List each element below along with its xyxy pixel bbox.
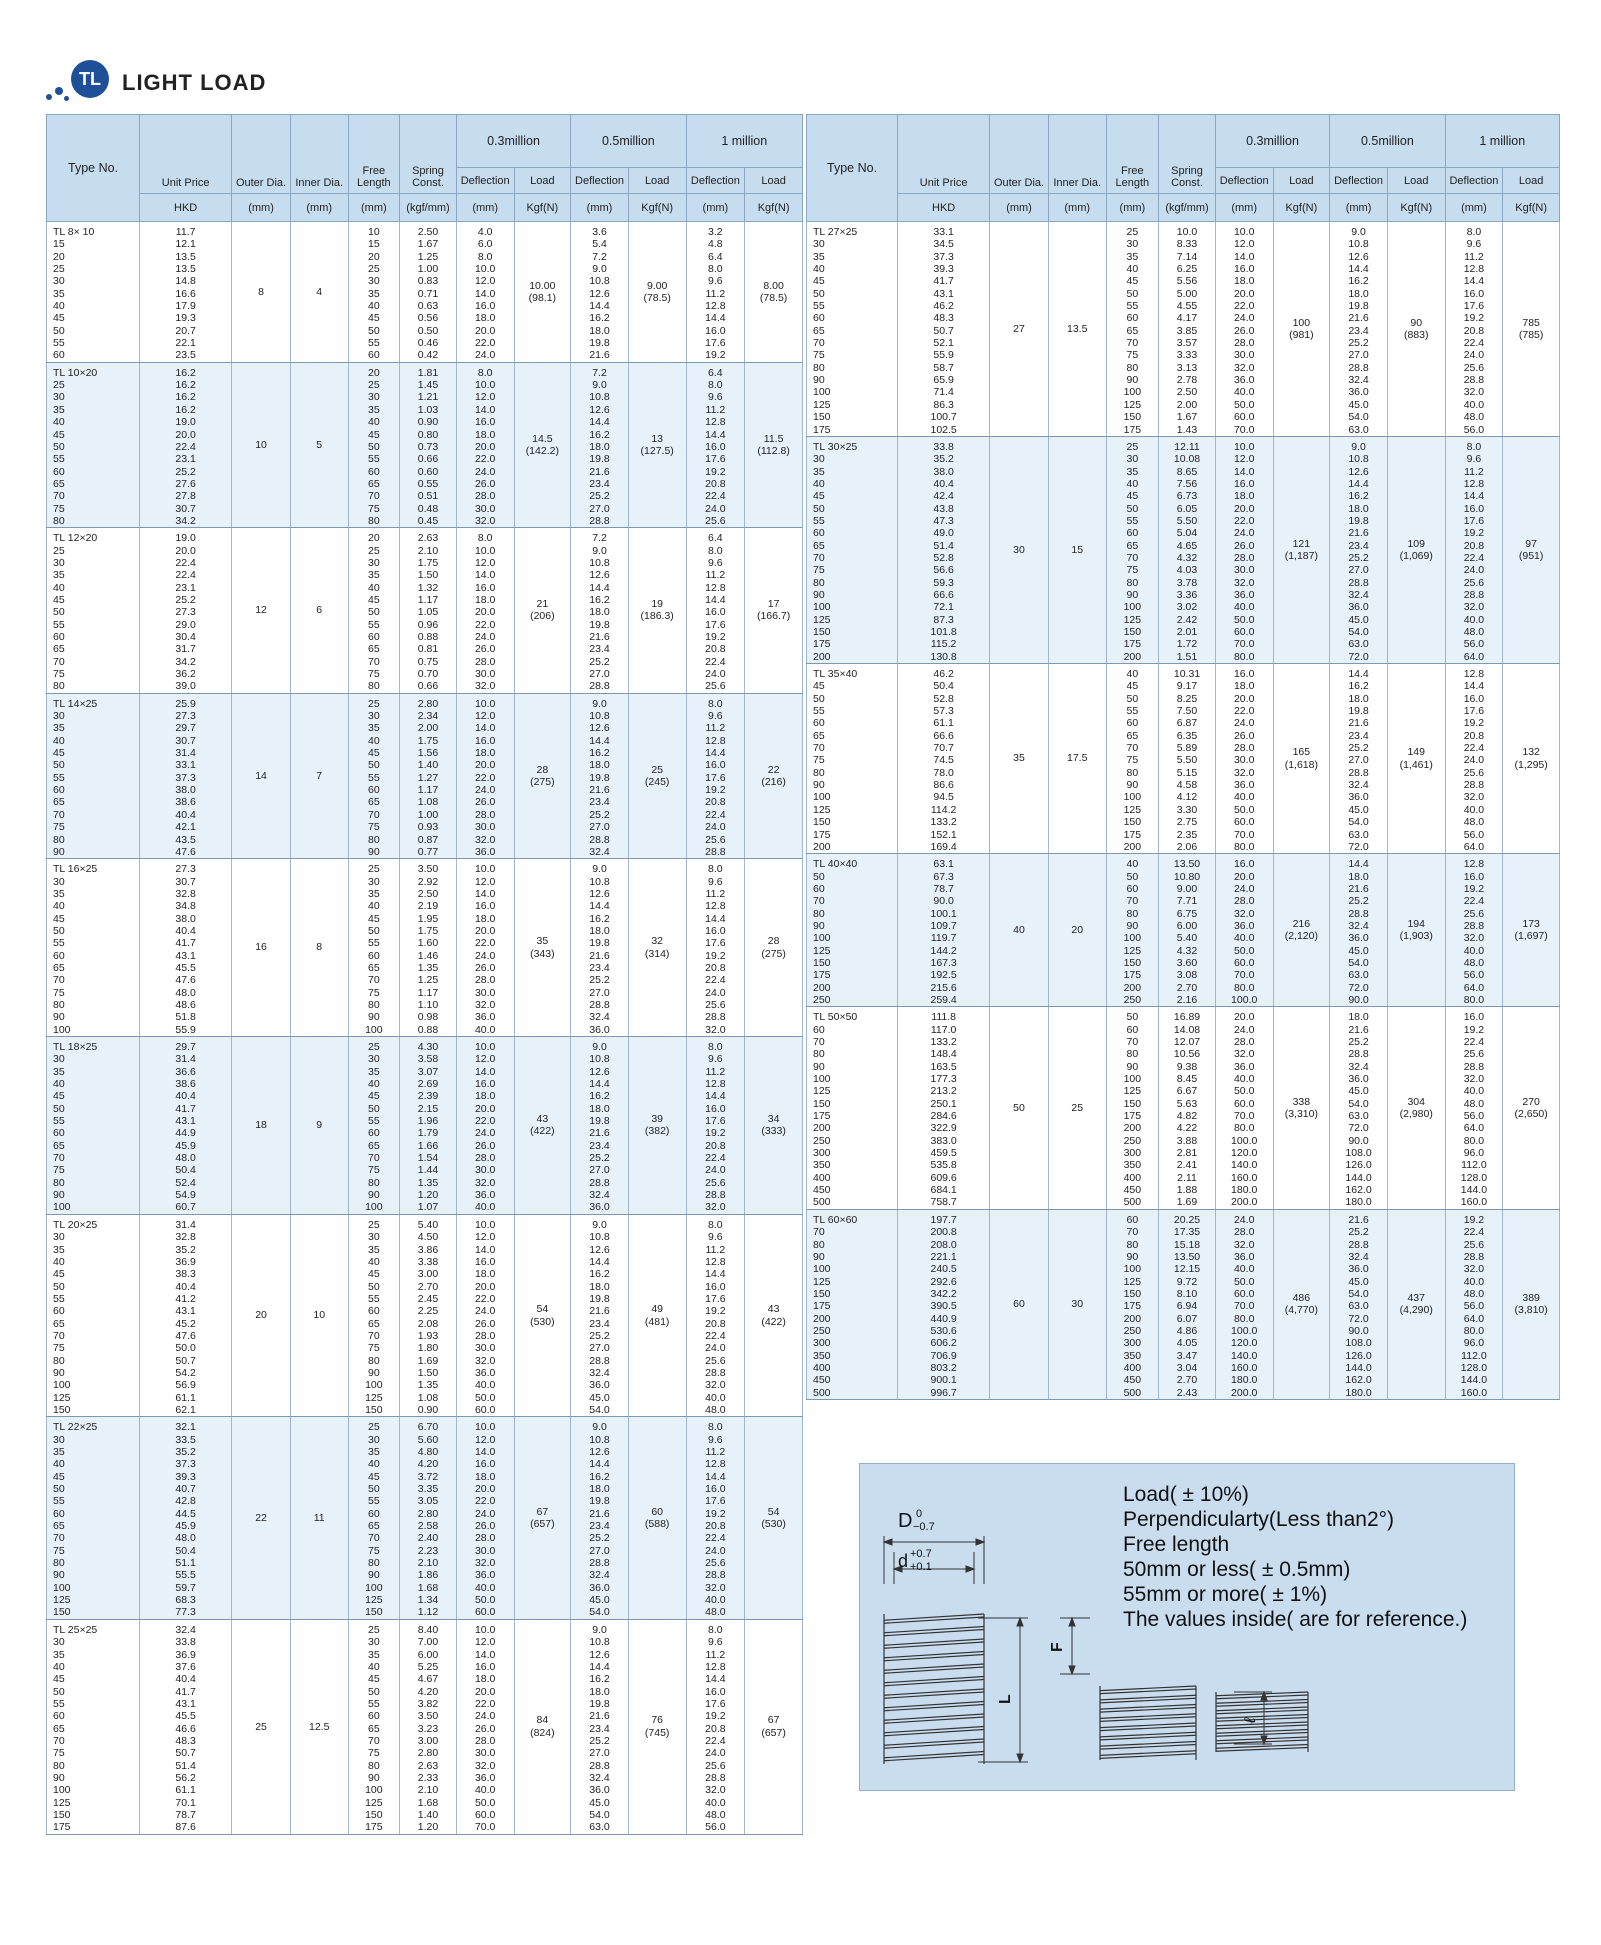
cell-load-05: 13 (127.5) <box>628 362 686 527</box>
dim-label-D-sub: −0.7 <box>913 1521 935 1533</box>
col-unit-kgf-n: Kgf(N) <box>514 194 571 222</box>
cell-type: TL 10×20 25 30 35 40 45 50 55 60 65 70 75 80 <box>47 362 140 527</box>
cell-d-1: 8.0 9.6 11.2 12.8 14.4 16.0 17.6 19.2 20.8 22.4 24.0 25.6 28.8 32.0 40.0 48.0 56.0 64.0 <box>1445 436 1503 663</box>
col-unit-kgf-mm: (kgf/mm) <box>1159 194 1216 222</box>
cell-price: 111.8 117.0 133.2 148.4 163.5 177.3 213.2 250.1 284.6 322.9 383.0 459.5 535.8 609.6 684.1 758.7 <box>898 1007 990 1210</box>
cell-spring: 13.50 10.80 9.00 7.71 6.75 6.00 5.40 4.32 3.60 3.08 2.70 2.16 <box>1159 854 1216 1007</box>
cell-d-03: 10.0 12.0 14.0 16.0 18.0 20.0 22.0 24.0 26.0 28.0 30.0 32.0 36.0 40.0 50.0 60.0 <box>456 1417 514 1620</box>
cell-spring: 2.50 1.67 1.25 1.00 0.83 0.71 0.63 0.56 0.50 0.46 0.42 <box>400 222 457 363</box>
cell-inner: 7 <box>290 693 348 858</box>
cell-load-03: 486 (4,770) <box>1273 1209 1330 1399</box>
right-table-body <box>807 222 1560 1400</box>
cell-load-03: 21 (206) <box>514 528 571 693</box>
col-unit-kgf-n: Kgf(N) <box>1387 194 1445 222</box>
col-unit-mm: (mm) <box>571 194 629 222</box>
col-load: Load <box>514 168 571 194</box>
cell-type: TL 30×25 30 35 40 45 50 55 60 65 70 75 80 90 100 125 150 175 200 <box>807 436 898 663</box>
cell-free: 60 70 80 90 100 125 150 175 200 250 300 350 400 450 500 <box>1106 1209 1159 1399</box>
cell-type: TL 22×25 30 35 40 45 50 55 60 65 70 75 80 90 100 125 150 <box>47 1417 140 1620</box>
cell-spring: 12.11 10.08 8.65 7.56 6.73 6.05 5.50 5.04 4.65 4.32 4.03 3.78 3.36 3.02 2.42 2.01 1.72 1.51 <box>1159 436 1216 663</box>
cell-d-1: 8.0 9.6 11.2 12.8 14.4 16.0 17.6 19.2 20.8 22.4 24.0 25.6 28.8 32.0 <box>686 859 745 1037</box>
cell-spring: 1.81 1.45 1.21 1.03 0.90 0.80 0.73 0.66 0.60 0.55 0.51 0.48 0.45 <box>400 362 457 527</box>
cell-load-05: 60 (588) <box>628 1417 686 1620</box>
cell-spring: 5.40 4.50 3.86 3.38 3.00 2.70 2.45 2.25 2.08 1.93 1.80 1.69 1.50 1.35 1.08 0.90 <box>400 1214 457 1417</box>
col-1-million: 1 million <box>1445 115 1559 168</box>
cell-d-03: 10.0 12.0 14.0 16.0 18.0 20.0 22.0 24.0 26.0 28.0 30.0 32.0 36.0 40.0 50.0 60.0 70.0 <box>1215 222 1273 437</box>
cell-spring: 10.0 8.33 7.14 6.25 5.56 5.00 4.55 4.17 3.85 3.57 3.33 3.13 2.78 2.50 2.00 1.67 1.43 <box>1159 222 1216 437</box>
col-1-million: 1 million <box>686 115 802 168</box>
logo-dot <box>55 87 63 95</box>
cell-spring: 16.89 14.08 12.07 10.56 9.38 8.45 6.67 5.63 4.82 4.22 3.88 2.81 2.41 2.11 1.88 1.69 <box>1159 1007 1216 1210</box>
col-deflection: Deflection <box>686 168 745 194</box>
cell-spring: 10.31 9.17 8.25 7.50 6.87 6.35 5.89 5.50 5.15 4.58 4.12 3.30 2.75 2.35 2.06 <box>1159 664 1216 854</box>
col-load: Load <box>1273 168 1330 194</box>
cell-price: 33.1 34.5 37.3 39.3 41.7 43.1 46.2 48.3 50.7 52.1 55.9 58.7 65.9 71.4 86.3 100.7 102.5 <box>898 222 990 437</box>
cell-d-05: 9.0 10.8 12.6 14.4 16.2 18.0 19.8 21.6 23.4 25.2 27.0 28.8 32.4 36.0 <box>571 1037 629 1215</box>
cell-d-1: 8.0 9.6 11.2 12.8 14.4 16.0 17.6 19.2 20.8 22.4 24.0 25.6 28.8 32.0 40.0 48.0 56.0 <box>1445 222 1503 437</box>
col-unit-mm: (mm) <box>1048 194 1106 222</box>
cell-d-03: 10.0 12.0 14.0 16.0 18.0 20.0 22.0 24.0 26.0 28.0 30.0 32.0 36.0 <box>456 693 514 858</box>
cell-d-03: 8.0 10.0 12.0 14.0 16.0 18.0 20.0 22.0 24.0 26.0 28.0 30.0 32.0 <box>456 362 514 527</box>
cell-price: 31.4 32.8 35.2 36.9 38.3 40.4 41.2 43.1 45.2 47.6 50.0 50.7 54.2 56.9 61.1 62.1 <box>140 1214 232 1417</box>
cell-price: 19.0 20.0 22.4 22.4 23.1 25.2 27.3 29.0 30.4 31.7 34.2 36.2 39.0 <box>140 528 232 693</box>
cell-outer: 20 <box>232 1214 291 1417</box>
col-03-million: 0.3million <box>1215 115 1329 168</box>
cell-outer: 50 <box>990 1007 1049 1210</box>
cell-type: TL 40×40 50 60 70 80 90 100 125 150 175 200 250 <box>807 854 898 1007</box>
cell-d-1: 8.0 9.6 11.2 12.8 14.4 16.0 17.6 19.2 20.8 22.4 24.0 25.6 28.8 32.0 <box>686 1037 745 1215</box>
dim-label-d: d <box>898 1551 909 1571</box>
col-deflection: Deflection <box>1330 168 1388 194</box>
dim-label-D-sup: 0 <box>916 1508 923 1520</box>
spring-group-row <box>807 664 1560 854</box>
cell-outer: 14 <box>232 693 291 858</box>
cell-load-03: 84 (824) <box>514 1619 571 1834</box>
cell-outer: 60 <box>990 1209 1049 1399</box>
spring-group-row <box>807 1209 1560 1399</box>
cell-outer: 16 <box>232 859 291 1037</box>
cell-free: 25 30 35 40 45 50 55 60 65 70 75 80 90 <box>348 693 400 858</box>
col-unit-mm: (mm) <box>1445 194 1503 222</box>
cell-free: 25 30 35 40 45 50 55 60 65 70 75 80 90 100 125 150 <box>348 1214 400 1417</box>
col-free-length: Free Length <box>348 115 400 194</box>
col-free-length: Free Length <box>1106 115 1159 194</box>
dim-label-D: D <box>898 1510 913 1532</box>
note-load: Load( ± 10%) <box>1123 1483 1249 1506</box>
spring-group-row <box>807 854 1560 1007</box>
cell-load-1: 43 (422) <box>745 1214 803 1417</box>
spring-compressed-coil <box>1100 1686 1196 1760</box>
cell-inner: 13.5 <box>1048 222 1106 437</box>
cell-load-1: 132 (1,295) <box>1503 664 1560 854</box>
cell-inner: 5 <box>290 362 348 527</box>
cell-load-05: 194 (1,903) <box>1387 854 1445 1007</box>
cell-outer: 8 <box>232 222 291 363</box>
col-unit-kgf-n: Kgf(N) <box>628 194 686 222</box>
cell-price: 25.9 27.3 29.7 30.7 31.4 33.1 37.3 38.0 38.6 40.4 42.1 43.5 47.6 <box>140 693 232 858</box>
cell-price: 197.7 200.8 208.0 221.1 240.5 292.6 342.2 390.5 440.9 530.6 606.2 706.9 803.2 900.1 996.7 <box>898 1209 990 1399</box>
cell-spring: 6.70 5.60 4.80 4.20 3.72 3.35 3.05 2.80 2.58 2.40 2.23 2.10 1.86 1.68 1.34 1.12 <box>400 1417 457 1620</box>
col-05-million: 0.5million <box>571 115 686 168</box>
cell-type: TL 20×25 30 35 40 45 50 55 60 65 70 75 80 90 100 125 150 <box>47 1214 140 1417</box>
cell-d-1: 19.2 22.4 25.6 28.8 32.0 40.0 48.0 56.0 64.0 80.0 96.0 112.0 128.0 144.0 160.0 <box>1445 1209 1503 1399</box>
cell-outer: 30 <box>990 436 1049 663</box>
note-perpendicularity: Perpendicularty(Less than2°) <box>1123 1508 1395 1531</box>
spring-perpendicular-coil <box>1216 1692 1308 1752</box>
cell-load-05: 39 (382) <box>628 1037 686 1215</box>
cell-free: 25 30 35 40 45 50 55 60 65 70 75 80 90 100 125 150 175 <box>1106 222 1159 437</box>
col-deflection: Deflection <box>571 168 629 194</box>
cell-d-03: 10.0 12.0 14.0 16.0 18.0 20.0 22.0 24.0 26.0 28.0 30.0 32.0 36.0 40.0 <box>456 859 514 1037</box>
spring-group-row <box>807 222 1560 437</box>
cell-type: TL 35×40 45 50 55 60 65 70 75 80 90 100 125 150 175 200 <box>807 664 898 854</box>
cell-inner: 25 <box>1048 1007 1106 1210</box>
col-type: Type No. <box>807 115 898 222</box>
cell-free: 25 30 35 40 45 50 55 60 65 70 75 80 90 100 125 150 <box>348 1417 400 1620</box>
cell-inner: 17.5 <box>1048 664 1106 854</box>
cell-free: 50 60 70 80 90 100 125 150 175 200 250 300 350 400 450 500 <box>1106 1007 1159 1210</box>
dim-label-l: ℓ <box>1242 1717 1259 1724</box>
cell-load-1: 34 (333) <box>745 1037 803 1215</box>
col-05-million: 0.5million <box>1330 115 1445 168</box>
cell-load-05: 90 (883) <box>1387 222 1445 437</box>
cell-load-1: 67 (657) <box>745 1619 803 1834</box>
cell-load-03: 10.00 (98.1) <box>514 222 571 363</box>
cell-inner: 15 <box>1048 436 1106 663</box>
spring-spec-table-right <box>806 114 1560 1400</box>
cell-free: 40 50 60 70 80 90 100 125 150 175 200 250 <box>1106 854 1159 1007</box>
cell-load-1: 22 (216) <box>745 693 803 858</box>
cell-load-05: 25 (245) <box>628 693 686 858</box>
cell-d-1: 12.8 14.4 16.0 17.6 19.2 20.8 22.4 24.0 25.6 28.8 32.0 40.0 48.0 56.0 64.0 <box>1445 664 1503 854</box>
cell-free: 20 25 30 35 40 45 50 55 60 65 70 75 80 <box>348 362 400 527</box>
cell-price: 11.7 12.1 13.5 13.5 14.8 16.6 17.9 19.3 20.7 22.1 23.5 <box>140 222 232 363</box>
cell-d-05: 9.0 10.8 12.6 14.4 16.2 18.0 19.8 21.6 23.4 25.2 27.0 28.8 32.4 36.0 45.0 54.0 63.0 <box>571 1619 629 1834</box>
cell-d-03: 8.0 10.0 12.0 14.0 16.0 18.0 20.0 22.0 24.0 26.0 28.0 30.0 32.0 <box>456 528 514 693</box>
cell-d-05: 7.2 9.0 10.8 12.6 14.4 16.2 18.0 19.8 21.6 23.4 25.2 27.0 28.8 <box>571 362 629 527</box>
cell-load-1: 28 (275) <box>745 859 803 1037</box>
cell-load-1: 173 (1,697) <box>1503 854 1560 1007</box>
dim-label-F: F <box>1049 1642 1066 1652</box>
tolerance-figure <box>859 1463 1515 1791</box>
cell-price: 32.1 33.5 35.2 37.3 39.3 40.7 42.8 44.5 45.9 48.0 50.4 51.1 55.5 59.7 68.3 77.3 <box>140 1417 232 1620</box>
cell-outer: 35 <box>990 664 1049 854</box>
cell-outer: 27 <box>990 222 1049 437</box>
col-unit-mm: (mm) <box>686 194 745 222</box>
cell-outer: 22 <box>232 1417 291 1620</box>
cell-type: TL 12×20 25 30 35 40 45 50 55 60 65 70 75 80 <box>47 528 140 693</box>
cell-load-05: 19 (186.3) <box>628 528 686 693</box>
cell-load-1: 11.5 (112.8) <box>745 362 803 527</box>
page-title: LIGHT LOAD <box>122 70 267 95</box>
cell-load-03: 121 (1,187) <box>1273 436 1330 663</box>
cell-d-03: 24.0 28.0 32.0 36.0 40.0 50.0 60.0 70.0 80.0 100.0 120.0 140.0 160.0 180.0 200.0 <box>1215 1209 1273 1399</box>
cell-free: 25 30 35 40 45 50 55 60 65 70 75 80 90 100 125 150 175 200 <box>1106 436 1159 663</box>
cell-d-03: 16.0 18.0 20.0 22.0 24.0 26.0 28.0 30.0 32.0 36.0 40.0 50.0 60.0 70.0 80.0 <box>1215 664 1273 854</box>
cell-load-03: 338 (3,310) <box>1273 1007 1330 1210</box>
cell-load-03: 67 (657) <box>514 1417 571 1620</box>
cell-price: 29.7 31.4 36.6 38.6 40.4 41.7 43.1 44.9 45.9 48.0 50.4 52.4 54.9 60.7 <box>140 1037 232 1215</box>
cell-outer: 18 <box>232 1037 291 1215</box>
cell-load-05: 32 (314) <box>628 859 686 1037</box>
note-free-length: Free length <box>1123 1533 1230 1556</box>
cell-spring: 2.80 2.34 2.00 1.75 1.56 1.40 1.27 1.17 1.08 1.00 0.93 0.87 0.77 <box>400 693 457 858</box>
col-load: Load <box>1503 168 1560 194</box>
cell-load-03: 54 (530) <box>514 1214 571 1417</box>
spring-group-row <box>807 1007 1560 1210</box>
col-deflection: Deflection <box>456 168 514 194</box>
dim-label-L: L <box>997 1694 1014 1704</box>
cell-d-03: 10.0 12.0 14.0 16.0 18.0 20.0 22.0 24.0 26.0 28.0 30.0 32.0 36.0 40.0 <box>456 1037 514 1215</box>
cell-type: TL 60×60 70 80 90 100 125 150 175 200 250 300 350 400 450 500 <box>807 1209 898 1399</box>
cell-load-03: 28 (275) <box>514 693 571 858</box>
logo-dot <box>64 96 69 101</box>
cell-inner: 30 <box>1048 1209 1106 1399</box>
spring-group-row <box>47 859 803 1037</box>
cell-free: 40 45 50 55 60 65 70 75 80 90 100 125 150 175 200 <box>1106 664 1159 854</box>
cell-d-1: 3.2 4.8 6.4 8.0 9.6 11.2 12.8 14.4 16.0 17.6 19.2 <box>686 222 745 363</box>
cell-d-05: 3.6 5.4 7.2 9.0 10.8 12.6 14.4 16.2 18.0 19.8 21.6 <box>571 222 629 363</box>
col-unit-price: Unit Price <box>140 115 232 194</box>
cell-inner: 11 <box>290 1417 348 1620</box>
cell-inner: 9 <box>290 1037 348 1215</box>
cell-load-05: 76 (745) <box>628 1619 686 1834</box>
tolerance-notes <box>1123 1482 1467 1632</box>
left-table-body <box>47 222 803 1835</box>
note-50mm-or-less: 50mm or less( ± 0.5mm) <box>1123 1558 1351 1581</box>
cell-inner: 20 <box>1048 854 1106 1007</box>
cell-inner: 10 <box>290 1214 348 1417</box>
col-unit-mm: (mm) <box>1215 194 1273 222</box>
spring-group-row <box>47 693 803 858</box>
cell-price: 16.2 16.2 16.2 16.2 19.0 20.0 22.4 23.1 25.2 27.6 27.8 30.7 34.2 <box>140 362 232 527</box>
col-unit-kgf-mm: (kgf/mm) <box>400 194 457 222</box>
col-unit-kgf-n: Kgf(N) <box>745 194 803 222</box>
cell-type: TL 27×25 30 35 40 45 50 55 60 65 70 75 80 90 100 125 150 175 <box>807 222 898 437</box>
spring-free-coil <box>884 1614 984 1764</box>
cell-spring: 3.50 2.92 2.50 2.19 1.95 1.75 1.60 1.46 1.35 1.25 1.17 1.10 0.98 0.88 <box>400 859 457 1037</box>
logo-dot <box>46 94 52 100</box>
cell-free: 25 30 35 40 45 50 55 60 65 70 75 80 90 100 <box>348 1037 400 1215</box>
cell-d-1: 8.0 9.6 11.2 12.8 14.4 16.0 17.6 19.2 20.8 22.4 24.0 25.6 28.8 32.0 40.0 48.0 <box>686 1214 745 1417</box>
cell-d-05: 9.0 10.8 12.6 14.4 16.2 18.0 19.8 21.6 23.4 25.2 27.0 28.8 32.4 36.0 45.0 54.0 <box>571 1214 629 1417</box>
col-unit-mm: (mm) <box>232 194 291 222</box>
cell-outer: 25 <box>232 1619 291 1834</box>
cell-load-05: 109 (1,069) <box>1387 436 1445 663</box>
col-spring-const: Spring Const. <box>400 115 457 194</box>
cell-load-03: 165 (1,618) <box>1273 664 1330 854</box>
cell-spring: 8.40 7.00 6.00 5.25 4.67 4.20 3.82 3.50 3.23 3.00 2.80 2.63 2.33 2.10 1.68 1.40 1.20 <box>400 1619 457 1834</box>
cell-d-05: 18.0 21.6 25.2 28.8 32.4 36.0 45.0 54.0 63.0 72.0 90.0 108.0 126.0 144.0 162.0 180.0 <box>1330 1007 1388 1210</box>
cell-d-03: 16.0 20.0 24.0 28.0 32.0 36.0 40.0 50.0 60.0 70.0 80.0 100.0 <box>1215 854 1273 1007</box>
cell-type: TL 50×50 60 70 80 90 100 125 150 175 200 250 300 350 400 450 500 <box>807 1007 898 1210</box>
cell-free: 10 15 20 25 30 35 40 45 50 55 60 <box>348 222 400 363</box>
cell-load-1: 97 (951) <box>1503 436 1560 663</box>
cell-d-05: 7.2 9.0 10.8 12.6 14.4 16.2 18.0 19.8 21.6 23.4 25.2 27.0 28.8 <box>571 528 629 693</box>
col-deflection: Deflection <box>1215 168 1273 194</box>
cell-d-1: 8.0 9.6 11.2 12.8 14.4 16.0 17.6 19.2 20.8 22.4 24.0 25.6 28.8 <box>686 693 745 858</box>
tl-logo: TL <box>71 60 109 98</box>
cell-load-05: 49 (481) <box>628 1214 686 1417</box>
cell-load-1: 389 (3,810) <box>1503 1209 1560 1399</box>
col-spring-const: Spring Const. <box>1159 115 1216 194</box>
cell-load-05: 437 (4,290) <box>1387 1209 1445 1399</box>
cell-d-03: 10.0 12.0 14.0 16.0 18.0 20.0 22.0 24.0 26.0 28.0 30.0 32.0 36.0 40.0 50.0 60.0 <box>456 1214 514 1417</box>
col-unit-kgf-n: Kgf(N) <box>1503 194 1560 222</box>
cell-type: TL 18×25 30 35 40 45 50 55 60 65 70 75 80 90 100 <box>47 1037 140 1215</box>
note-55mm-or-more: 55mm or more( ± 1%) <box>1123 1583 1328 1606</box>
col-unit-mm: (mm) <box>1106 194 1159 222</box>
cell-d-03: 20.0 24.0 28.0 32.0 36.0 40.0 50.0 60.0 70.0 80.0 100.0 120.0 140.0 160.0 180.0 200.0 <box>1215 1007 1273 1210</box>
cell-load-03: 216 (2,120) <box>1273 854 1330 1007</box>
cell-load-03: 100 (981) <box>1273 222 1330 437</box>
cell-inner: 12.5 <box>290 1619 348 1834</box>
cell-type: TL 8× 10 15 20 25 30 35 40 45 50 55 60 <box>47 222 140 363</box>
spring-group-row <box>807 436 1560 663</box>
col-unit-mm: (mm) <box>1330 194 1388 222</box>
cell-load-1: 8.00 (78.5) <box>745 222 803 363</box>
dim-label-d-sup: +0.7 <box>910 1548 932 1560</box>
cell-load-1: 270 (2,650) <box>1503 1007 1560 1210</box>
cell-free: 25 30 35 40 45 50 55 60 65 70 75 80 90 100 125 150 175 <box>348 1619 400 1834</box>
cell-d-1: 6.4 8.0 9.6 11.2 12.8 14.4 16.0 17.6 19.2 20.8 22.4 24.0 25.6 <box>686 362 745 527</box>
cell-load-03: 43 (422) <box>514 1037 571 1215</box>
col-unit-kgf-n: Kgf(N) <box>1273 194 1330 222</box>
cell-spring: 20.25 17.35 15.18 13.50 12.15 9.72 8.10 6.94 6.07 4.86 4.05 3.47 3.04 2.70 2.43 <box>1159 1209 1216 1399</box>
col-unit-price: Unit Price <box>898 115 990 194</box>
col-unit-hkd: HKD <box>898 194 990 222</box>
cell-d-1: 16.0 19.2 22.4 25.6 28.8 32.0 40.0 48.0 56.0 64.0 80.0 96.0 112.0 128.0 144.0 160.0 <box>1445 1007 1503 1210</box>
cell-outer: 10 <box>232 362 291 527</box>
cell-type: TL 25×25 30 35 40 45 50 55 60 65 70 75 80 90 100 125 150 175 <box>47 1619 140 1834</box>
cell-d-05: 14.4 18.0 21.6 25.2 28.8 32.4 36.0 45.0 54.0 63.0 72.0 90.0 <box>1330 854 1388 1007</box>
cell-free: 25 30 35 40 45 50 55 60 65 70 75 80 90 100 <box>348 859 400 1037</box>
cell-d-03: 10.0 12.0 14.0 16.0 18.0 20.0 22.0 24.0 26.0 28.0 30.0 32.0 36.0 40.0 50.0 60.0 70.0 80.0 <box>1215 436 1273 663</box>
col-load: Load <box>745 168 803 194</box>
cell-spring: 2.63 2.10 1.75 1.50 1.32 1.17 1.05 0.96 0.88 0.81 0.75 0.70 0.66 <box>400 528 457 693</box>
cell-load-1: 17 (166.7) <box>745 528 803 693</box>
col-inner-dia: Inner Dia. <box>1048 115 1106 194</box>
cell-load-05: 149 (1,461) <box>1387 664 1445 854</box>
cell-d-05: 9.0 10.8 12.6 14.4 16.2 18.0 19.8 21.6 23.4 25.2 27.0 28.8 32.4 36.0 45.0 54.0 <box>571 1417 629 1620</box>
col-deflection: Deflection <box>1445 168 1503 194</box>
cell-inner: 6 <box>290 528 348 693</box>
cell-load-1: 54 (530) <box>745 1417 803 1620</box>
col-load: Load <box>1387 168 1445 194</box>
spring-group-row <box>47 1619 803 1834</box>
spring-group-row <box>47 1417 803 1620</box>
spring-group-row <box>47 362 803 527</box>
cell-type: TL 14×25 30 35 40 45 50 55 60 65 70 75 80 90 <box>47 693 140 858</box>
cell-d-03: 4.0 6.0 8.0 10.0 12.0 14.0 16.0 18.0 20.0 22.0 24.0 <box>456 222 514 363</box>
col-inner-dia: Inner Dia. <box>290 115 348 194</box>
spring-group-row <box>47 1037 803 1215</box>
col-unit-hkd: HKD <box>140 194 232 222</box>
cell-d-1: 6.4 8.0 9.6 11.2 12.8 14.4 16.0 17.6 19.2 20.8 22.4 24.0 25.6 <box>686 528 745 693</box>
spring-group-row <box>47 528 803 693</box>
col-unit-mm: (mm) <box>990 194 1049 222</box>
col-outer-dia: Outer Dia. <box>990 115 1049 194</box>
col-unit-mm: (mm) <box>348 194 400 222</box>
cell-price: 33.8 35.2 38.0 40.4 42.4 43.8 47.3 49.0 51.4 52.8 56.6 59.3 66.6 72.1 87.3 101.8 115.2 130.8 <box>898 436 990 663</box>
cell-type: TL 16×25 30 35 40 45 50 55 60 65 70 75 80 90 100 <box>47 859 140 1037</box>
cell-d-05: 9.0 10.8 12.6 14.4 16.2 18.0 19.8 21.6 23.4 25.2 27.0 28.8 32.4 36.0 45.0 54.0 63.0 <box>1330 222 1388 437</box>
cell-d-1: 8.0 9.6 11.2 12.8 14.4 16.0 17.6 19.2 20.8 22.4 24.0 25.6 28.8 32.0 40.0 48.0 56.0 <box>686 1619 745 1834</box>
cell-free: 20 25 30 35 40 45 50 55 60 65 70 75 80 <box>348 528 400 693</box>
cell-price: 27.3 30.7 32.8 34.8 38.0 40.4 41.7 43.1 45.5 47.6 48.0 48.6 51.8 55.9 <box>140 859 232 1037</box>
cell-outer: 12 <box>232 528 291 693</box>
cell-d-05: 21.6 25.2 28.8 32.4 36.0 45.0 54.0 63.0 72.0 90.0 108.0 126.0 144.0 162.0 180.0 <box>1330 1209 1388 1399</box>
cell-d-03: 10.0 12.0 14.0 16.0 18.0 20.0 22.0 24.0 26.0 28.0 30.0 32.0 36.0 40.0 50.0 60.0 70.0 <box>456 1619 514 1834</box>
cell-load-1: 785 (785) <box>1503 222 1560 437</box>
cell-inner: 4 <box>290 222 348 363</box>
col-unit-mm: (mm) <box>456 194 514 222</box>
col-outer-dia: Outer Dia. <box>232 115 291 194</box>
spring-group-row <box>47 222 803 363</box>
dim-label-d-sub: +0.1 <box>910 1561 932 1573</box>
cell-inner: 8 <box>290 859 348 1037</box>
cell-d-05: 9.0 10.8 12.6 14.4 16.2 18.0 19.8 21.6 23.4 25.2 27.0 28.8 32.4 <box>571 693 629 858</box>
cell-d-05: 9.0 10.8 12.6 14.4 16.2 18.0 19.8 21.6 23.4 25.2 27.0 28.8 32.4 36.0 45.0 54.0 63.0 72.0 <box>1330 436 1388 663</box>
cell-load-03: 14.5 (142.2) <box>514 362 571 527</box>
spring-spec-table-left <box>46 114 803 1835</box>
cell-d-1: 8.0 9.6 11.2 12.8 14.4 16.0 17.6 19.2 20.8 22.4 24.0 25.6 28.8 32.0 40.0 48.0 <box>686 1417 745 1620</box>
col-03-million: 0.3million <box>456 115 570 168</box>
cell-load-03: 35 (343) <box>514 859 571 1037</box>
col-unit-mm: (mm) <box>290 194 348 222</box>
cell-price: 32.4 33.8 36.9 37.6 40.4 41.7 43.1 45.5 46.6 48.3 50.7 51.4 56.2 61.1 70.1 78.7 87.6 <box>140 1619 232 1834</box>
note-reference-values: The values inside( are for reference.) <box>1123 1608 1468 1631</box>
cell-outer: 40 <box>990 854 1049 1007</box>
cell-d-05: 14.4 16.2 18.0 19.8 21.6 23.4 25.2 27.0 28.8 32.4 36.0 45.0 54.0 63.0 72.0 <box>1330 664 1388 854</box>
cell-d-05: 9.0 10.8 12.6 14.4 16.2 18.0 19.8 21.6 23.4 25.2 27.0 28.8 32.4 36.0 <box>571 859 629 1037</box>
col-type: Type No. <box>47 115 140 222</box>
col-load: Load <box>628 168 686 194</box>
cell-price: 63.1 67.3 78.7 90.0 100.1 109.7 119.7 144.2 167.3 192.5 215.6 259.4 <box>898 854 990 1007</box>
spring-group-row <box>47 1214 803 1417</box>
cell-price: 46.2 50.4 52.8 57.3 61.1 66.6 70.7 74.5 78.0 86.6 94.5 114.2 133.2 152.1 169.4 <box>898 664 990 854</box>
cell-load-05: 9.00 (78.5) <box>628 222 686 363</box>
cell-spring: 4.30 3.58 3.07 2.69 2.39 2.15 1.96 1.79 1.66 1.54 1.44 1.35 1.20 1.07 <box>400 1037 457 1215</box>
cell-d-1: 12.8 16.0 19.2 22.4 25.6 28.8 32.0 40.0 48.0 56.0 64.0 80.0 <box>1445 854 1503 1007</box>
cell-load-05: 304 (2,980) <box>1387 1007 1445 1210</box>
